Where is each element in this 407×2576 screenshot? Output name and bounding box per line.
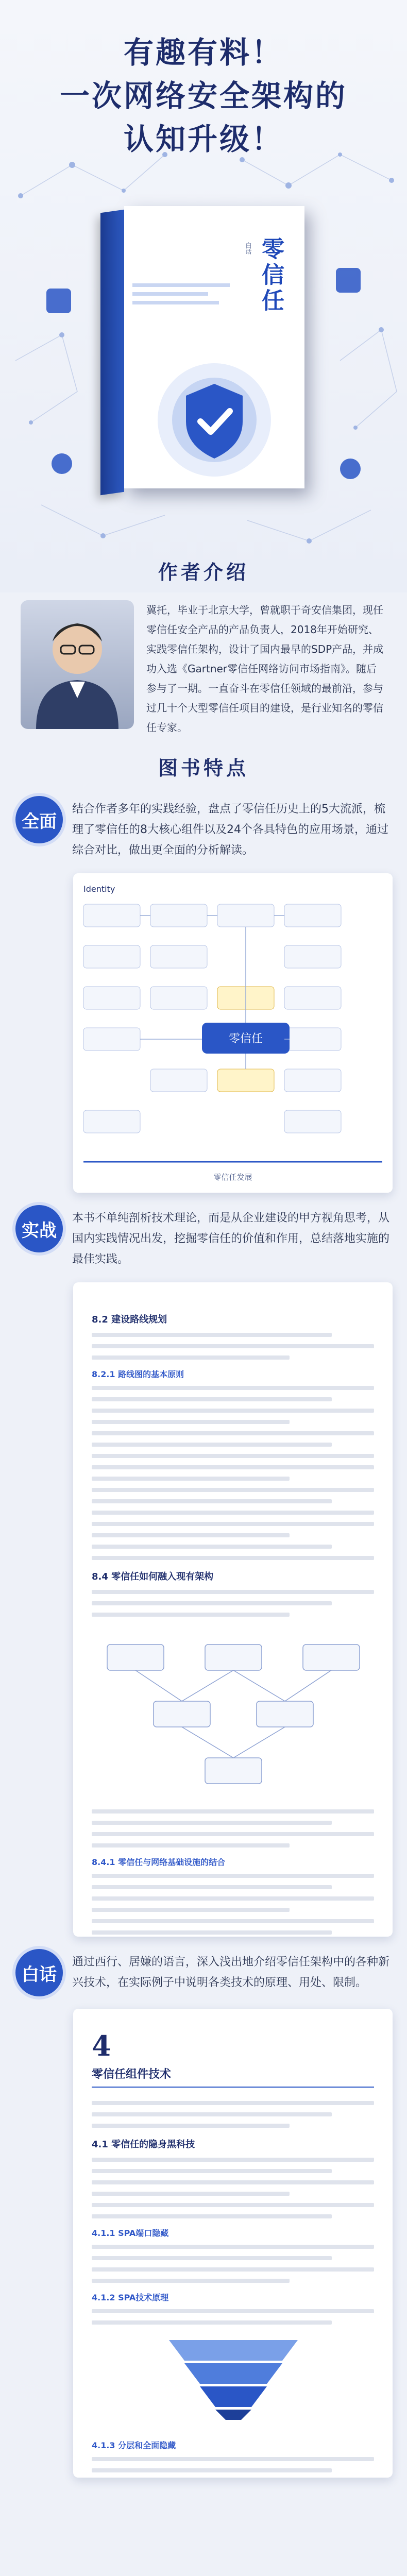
- book-chapter-preview: [73, 2009, 393, 2478]
- book-page-preview: [73, 1282, 393, 1937]
- author-row: [21, 600, 386, 737]
- funnel-diagram: [92, 2335, 374, 2422]
- page-subheading: 8.2.1 路线图的基本原则: [92, 1369, 184, 1379]
- feature-text: 本书不单纯剖析技术理论，而是从企业建设的甲方视角思考，从国内实践情况出发，挖掘零信任的价值和作用，总结落地实施的最佳实践。: [72, 1212, 390, 1266]
- feature-text: 通过西行、居嫌的语言，深入浅出地介绍零信任架构中的各种新兴技术，在实际例子中说明各类技术的原理、用处、限制。: [72, 1956, 390, 1989]
- book-spine: [100, 210, 124, 495]
- features-section: [0, 752, 407, 2490]
- diagram-center-label: 零信任: [228, 1032, 263, 1045]
- author-section-title: 作者介绍: [158, 561, 249, 584]
- shield-icon: [155, 361, 274, 479]
- diagram-graphic: [73, 873, 393, 1193]
- author-section: [0, 556, 407, 737]
- timeline-diagram-preview: [73, 873, 393, 1193]
- book-text-lines: [132, 283, 241, 310]
- page-heading: 8.2 建设路线规划: [92, 1314, 167, 1325]
- features-section-title: 图书特点: [158, 756, 249, 779]
- architecture-diagram: [92, 1629, 374, 1799]
- chapter-number: 4: [92, 2029, 111, 2062]
- diagram-caption: 零信任发展: [213, 1173, 252, 1182]
- hero-section: [0, 0, 407, 592]
- feature-text: 结合作者多年的实践经验，盘点了零信任历史上的5大流派，梳理了零信任的8大核心组件以及24个各具特色的应用场景，通过综合对比，做出更全面的分析解读。: [72, 803, 388, 857]
- diagram-label-top: Identity: [83, 884, 115, 894]
- feature-item: [15, 1949, 392, 1996]
- author-avatar: [21, 600, 134, 729]
- page-subheading: 4.1.3 分层和全面隐藏: [92, 2441, 176, 2450]
- hero-title: [0, 31, 407, 161]
- feature-badge: 实战: [15, 1205, 63, 1252]
- feature-item: [15, 796, 392, 861]
- page-subheading: 4.1.1 SPA端口隐藏: [92, 2228, 169, 2238]
- page-heading: 4.1 零信任的隐身黑科技: [92, 2139, 195, 2150]
- hero-title-line2: 一次网络安全架构的: [59, 78, 347, 113]
- book-title: 零信任: [258, 237, 284, 314]
- chapter-title: 零信任组件技术: [92, 2065, 374, 2088]
- book-cover: [100, 206, 307, 495]
- hero-title-line3: 认知升级！: [123, 122, 283, 157]
- book-subtitle: 白话: [245, 242, 252, 255]
- person-icon: [21, 600, 134, 729]
- hero-title-line1: 有趣有料！: [123, 35, 283, 70]
- book-front: [124, 206, 304, 488]
- feature-item: [15, 1205, 392, 1270]
- page-heading: 8.4 零信任如何融入现有架构: [92, 1571, 214, 1582]
- feature-badge: 白话: [15, 1949, 63, 1996]
- page-subheading: 4.1.2 SPA技术原理: [92, 2293, 169, 2302]
- page-subheading: 8.4.1 零信任与网络基础设施的结合: [92, 1857, 226, 1867]
- author-bio: 冀托，毕业于北京大学，曾就职于奇安信集团，现任零信任安全产品的产品负责人，2018年开始研究、实践零信任架构，设计了国内最早的SDP产品，并成功入选《Gartner零信任网络访问市场指南》。随后参与了一期。一直奋斗在零信任领域的最前沿，参与过几十个大型零信任项目的建设，是行业知名的零信任专家。: [146, 604, 384, 734]
- feature-badge: 全面: [15, 796, 63, 843]
